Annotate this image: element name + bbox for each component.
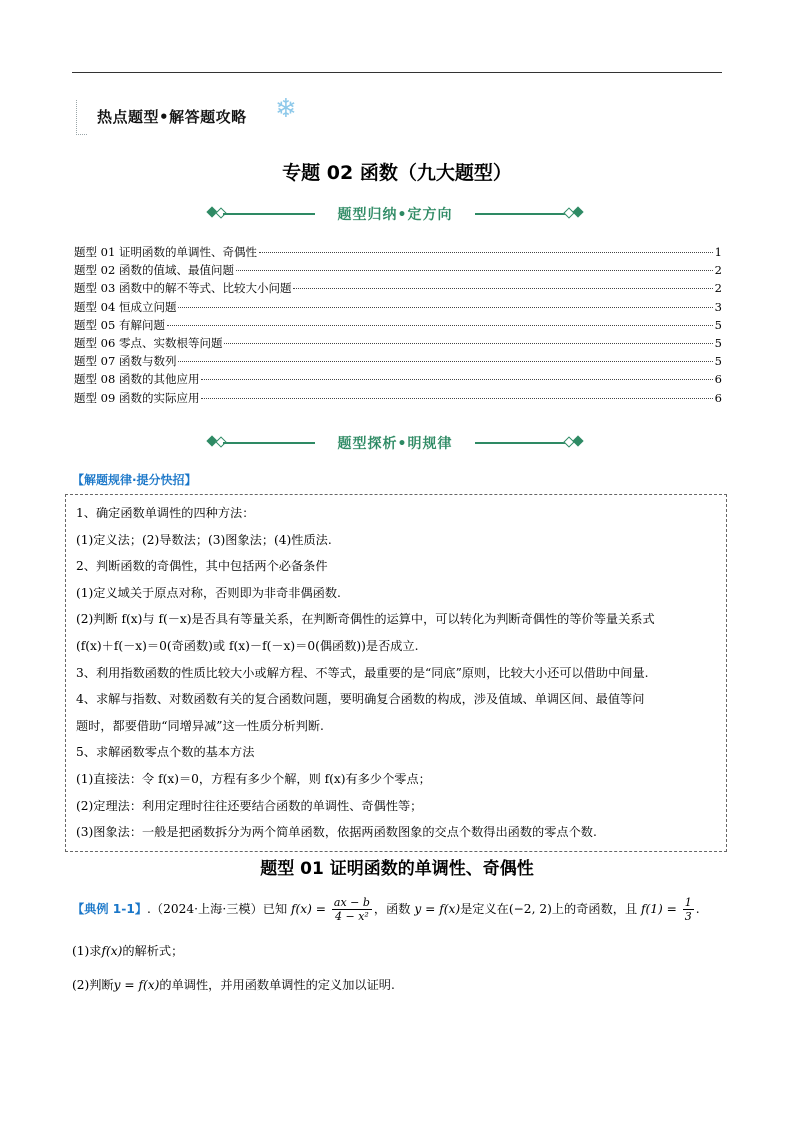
tips-label: 【解题规律·提分快招】 [72,473,197,487]
toc-item[interactable]: 题型 06 零点、实数根等问题 5 [74,335,722,350]
snowflake-icon: ❄ [275,94,297,124]
toc-item[interactable]: 题型 03 函数中的解不等式、比较大小问题 2 [74,281,722,296]
table-of-contents [74,244,722,408]
toc-item[interactable]: 题型 09 函数的实际应用 6 [74,390,722,405]
tip-line: 5、求解函数零点个数的基本方法 [76,745,255,760]
toc-item[interactable]: 题型 07 函数与数列 5 [74,354,722,369]
tip-line: (3)图象法：一般是把函数拆分为两个简单函数，依据两函数图象的交点个数得出函数的零点个数. [76,825,597,840]
tip-line: (2)判断 f(x)与 f(－x)是否具有等量关系，在判断奇偶性的运算中，可以转化为判断奇偶性的等价等量关系式 [76,612,655,627]
fraction: $\frac{ax - b}{\text{4 − x²}}$ [333,896,370,923]
question-1: (1)求f(x)的解析式； [72,944,184,958]
tip-line: (f(x)＋f(－x)＝0(奇函数)或 f(x)－f(－x)＝0(偶函数))是否成立. [76,638,419,653]
question-2: (2)判断y = f(x)的单调性，并用函数单调性的定义加以证明. [72,978,395,992]
tip-line: (1)定义域关于原点对称，否则即为非奇非偶函数. [76,585,341,600]
example-tag: 【典例 1-1】 [72,902,148,916]
top-rule [72,72,722,73]
page-title: 专题 02 函数（九大题型） [282,162,512,184]
tip-line: (2)定理法：利用定理时往往还要结合函数的单调性、奇偶性等； [76,798,423,813]
toc-item[interactable]: 题型 01 证明函数的单调性、奇偶性 1 [74,245,722,259]
tips-box [65,494,727,852]
toc-item[interactable]: 题型 04 恒成立问题 3 [74,299,722,314]
tip-line: 1、确定函数单调性的四种方法： [76,506,255,520]
banner-toc-text: 题型归纳•定方向 [337,207,453,223]
toc-item[interactable]: 题型 05 有解问题 5 [74,317,722,332]
section-title: 题型 01 证明函数的单调性、奇偶性 [260,859,534,879]
tip-line: (1)定义法；(2)导数法；(3)图象法；(4)性质法. [76,532,332,547]
fraction: $\frac{1}{3}$ [684,896,692,923]
tip-line: 4、求解与指数、对数函数有关的复合函数问题，要明确复合函数的构成，涉及值域、单调区间、最值等问 [76,692,645,707]
banner-analysis-text: 题型探析•明规律 [337,436,453,452]
toc-item[interactable]: 题型 08 函数的其他应用 6 [74,372,722,387]
corner-bracket [76,100,87,135]
banner-analysis [205,432,585,454]
tip-line: 题时，都要借助“同增异减”这一性质分析判断. [76,718,324,733]
tip-line: 2、判断函数的奇偶性，其中包括两个必备条件 [76,559,328,574]
hot-title: 热点题型•解答题攻略 [97,108,247,126]
tip-line: 3、利用指数函数的性质比较大小或解方程、不等式，最重要的是“同底”原则，比较大小还可以借助中间量. [76,665,649,680]
toc-item[interactable]: 题型 02 函数的值域、最值问题 2 [74,263,722,278]
banner-toc [205,203,585,225]
example-statement: 【典例 1-1】.（2024·上海·三模）已知 f(x) = $\frac{ax - b}{\text{4 − x²}}$ ，函数 y = f(x)是定义在(−2, 2)上的奇函数，且 f(1) = $\frac{1}{3}$ . [72,896,700,923]
tip-line: (1)直接法：令 f(x)＝0，方程有多少个解，则 f(x)有多少个零点； [76,771,431,786]
